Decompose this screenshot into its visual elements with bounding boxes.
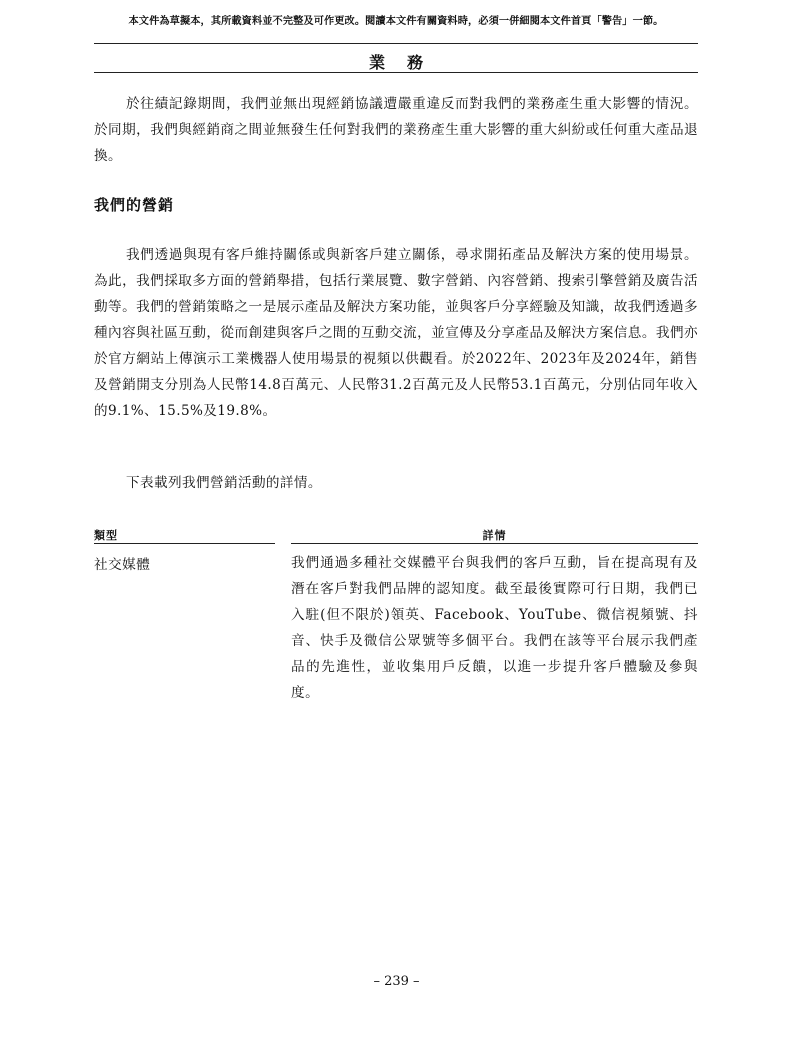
table-cell-detail: 我們通過多種社交媒體平台與我們的客戶互動，旨在提高現有及潛在客戶對我們品牌的認知度。截至最後實際可行日期，我們已入駐(但不限於)領英、Facebook、YouTube、微信視頻號、抖音、快手及微信公眾號等多個平台。我們在該等平台展示我們產品的先進性，並收集用戶反饋，以進一步提升客戶體驗及參與度。 [291, 555, 698, 701]
header-rule-bottom [94, 72, 698, 73]
header-rule-top [94, 43, 698, 44]
draft-warning-banner: 本文件為草擬本，其所載資料並不完整及可作更改。閱讀本文件有關資料時，必須一併細閱本文件首頁「警告」一節。 [128, 15, 664, 27]
paragraph-table-intro: 下表載列我們營銷活動的詳情。 [126, 475, 322, 491]
table-header-type: 類型 [94, 529, 118, 542]
table-header-rule-type [94, 543, 275, 544]
subheading-marketing: 我們的營銷 [94, 196, 175, 214]
paragraph-distribution: 於往績記錄期間，我們並無出現經銷協議遭嚴重違反而對我們的業務產生重大影響的情況。於同期，我們與經銷商之間並無發生任何對我們的業務產生重大影響的重大糾紛或任何重大產品退換。 [94, 96, 698, 164]
table-header-rule-detail [291, 543, 698, 544]
table-header-detail: 詳情 [482, 529, 507, 542]
table-cell-type: 社交媒體 [94, 557, 151, 573]
paragraph-marketing: 我們透過與現有客戶維持關係或與新客戶建立關係，尋求開拓產品及解決方案的使用場景。為此，我們採取多方面的營銷舉措，包括行業展覽、數字營銷、內容營銷、搜索引擎營銷及廣告活動等。我們的營銷策略之一是展示產品及解決方案功能，並與客戶分享經驗及知識，故我們透過多種內容與社區互動，從而創建與客戶之間的互動交流，並宣傳及分享產品及解決方案信息。我們亦於官方網站上傳演示工業機器人使用場景的視頻以供觀看。於2022年、2023年及2024年，銷售及營銷開支分別為人民幣14.8百萬元、人民幣31.2百萬元及人民幣53.1百萬元，分別佔同年收入的9.1%、15.5%及19.8%。 [94, 247, 698, 419]
page-number: – 239 – [373, 974, 420, 989]
section-title: 業務 [368, 53, 445, 72]
